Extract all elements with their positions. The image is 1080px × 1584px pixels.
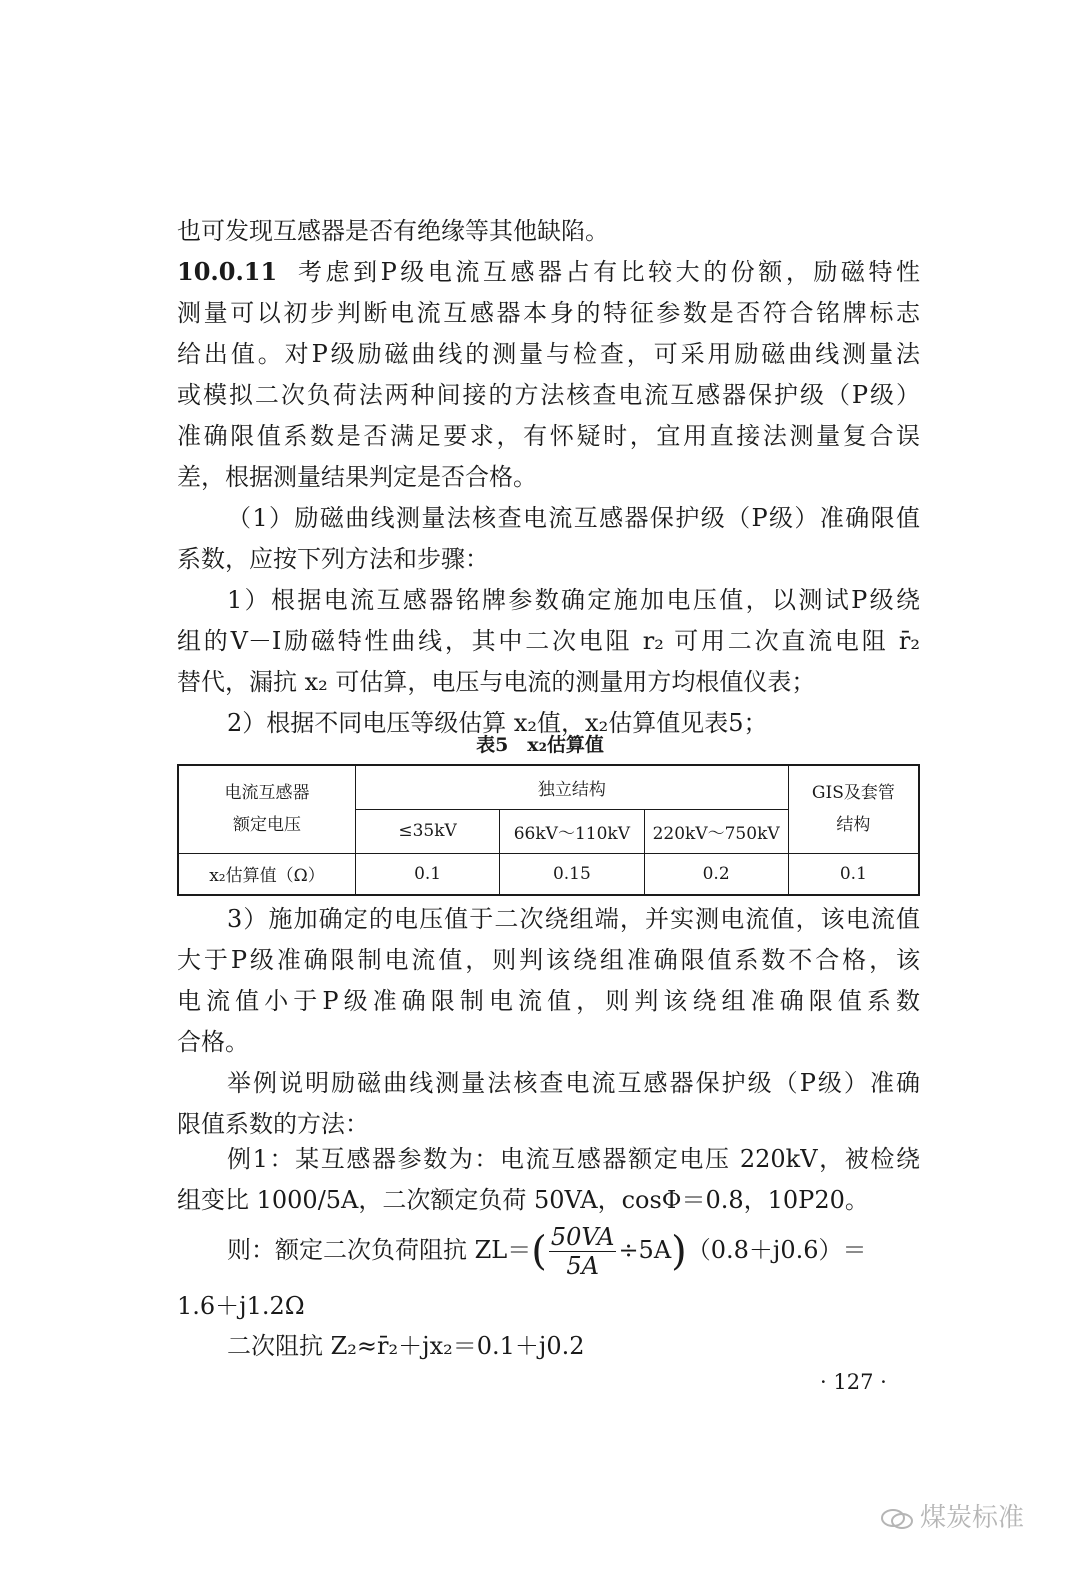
table-header-cell: [178, 765, 355, 853]
paragraph-line: 系数，应按下列方法和步骤：: [177, 545, 489, 573]
section-number: 10.0.11: [177, 257, 278, 286]
paragraph-line: （1）励磁曲线测量法核查电流互感器保护级（P级）准确限值: [227, 504, 920, 532]
watermark: [880, 1497, 1024, 1534]
paragraph-line: 替代，漏抗 x₂ 可估算，电压与电流的测量用方均根值仪表；: [177, 668, 816, 696]
paragraph-line: 二次阻抗 Z₂≈r̄₂＋jx₂＝0.1＋j0.2: [227, 1332, 585, 1360]
paragraph-line: 差，根据测量结果判定是否合格。: [177, 463, 537, 491]
table-header-text: GIS及套管: [811, 783, 895, 804]
table-cell: 0.15: [500, 853, 644, 895]
paragraph-line: 1）根据电流互感器铭牌参数确定施加电压值，以测试P级绕: [227, 586, 920, 614]
table-cell: 0.1: [355, 853, 499, 895]
paragraph-line: 3）施加确定的电压值于二次绕组端，并实测电流值，该电流值: [227, 905, 920, 933]
table-header-cell: [788, 765, 919, 853]
table-header-text: 电流互感器: [224, 783, 310, 804]
page-number: · 127 ·: [820, 1370, 887, 1394]
paragraph-line: 准确限值系数是否满足要求，有怀疑时，宜用直接法测量复合误: [177, 422, 920, 450]
paragraph-line: 给出值。对P级励磁曲线的测量与检查，可采用励磁曲线测量法: [177, 340, 920, 368]
paragraph-line: 1.6＋j1.2Ω: [177, 1292, 305, 1320]
paragraph-line: 举例说明励磁曲线测量法核查电流互感器保护级（P级）准确: [227, 1069, 920, 1097]
table-row: [178, 853, 919, 895]
x2-estimate-table: [177, 764, 920, 896]
paragraph-line: 或模拟二次负荷法两种间接的方法核查电流互感器保护级（P级）: [177, 381, 920, 409]
paragraph-line: 测量可以初步判断电流互感器本身的特征参数是否符合铭牌标志: [177, 299, 920, 327]
paragraph-line: 组的V－I励磁特性曲线，其中二次电阻 r₂ 可用二次直流电阻 r̄₂: [177, 627, 920, 655]
paragraph-line: 2）根据不同电压等级估算 x₂值，x₂估算值见表5；: [227, 709, 768, 737]
fraction-numerator: 50VA: [550, 1223, 615, 1251]
table-header-cell: 220kV～750kV: [644, 809, 788, 853]
fraction: [549, 1223, 617, 1280]
formula-line: 则：额定二次负荷阻抗 ZL＝( $\frac{50VA}{5A}$ ÷5A)（0.8＋j0.6）＝: [227, 1223, 867, 1280]
paragraph-line: 合格。: [177, 1028, 249, 1056]
paragraph-line: 组变比 1000/5A，二次额定负荷 50VA，cosΦ＝0.8，10P20。: [177, 1186, 869, 1214]
chat-bubble-icon: [880, 1507, 914, 1531]
table-caption: 表5 x₂估算值: [476, 734, 604, 756]
table-cell: 0.1: [788, 853, 919, 895]
formula-text: 则：额定二次负荷阻抗 ZL＝: [227, 1236, 532, 1264]
paragraph-line: 电流值小于P级准确限制电流值，则判该绕组准确限值系数: [177, 987, 920, 1015]
table-header-text: 结构: [836, 815, 871, 836]
paragraph-line: 考虑到P级电流互感器占有比较大的份额，励磁特性: [298, 258, 920, 286]
table-cell: x₂估算值（Ω）: [178, 853, 355, 895]
paragraph-line: 例1：某互感器参数为：电流互感器额定电压 220kV，被检绕: [227, 1145, 920, 1173]
fraction-denominator: 5A: [566, 1252, 599, 1280]
table-header-text: 额定电压: [232, 815, 301, 836]
formula-text: ÷5A: [618, 1236, 672, 1264]
table-header-cell: ≤35kV: [355, 809, 499, 853]
paragraph-line: 也可发现互感器是否有绝缘等其他缺陷。: [177, 217, 609, 245]
paragraph-line: 大于P级准确限制电流值，则判该绕组准确限值系数不合格，该: [177, 946, 920, 974]
table-header-cell: 66kV～110kV: [500, 809, 644, 853]
table-cell: 0.2: [644, 853, 788, 895]
paragraph-line: 限值系数的方法：: [177, 1110, 369, 1138]
table-header-cell: 独立结构: [355, 765, 788, 809]
watermark-text: 煤炭标准: [920, 1503, 1025, 1533]
formula-text: （0.8＋j0.6）＝: [686, 1236, 867, 1264]
